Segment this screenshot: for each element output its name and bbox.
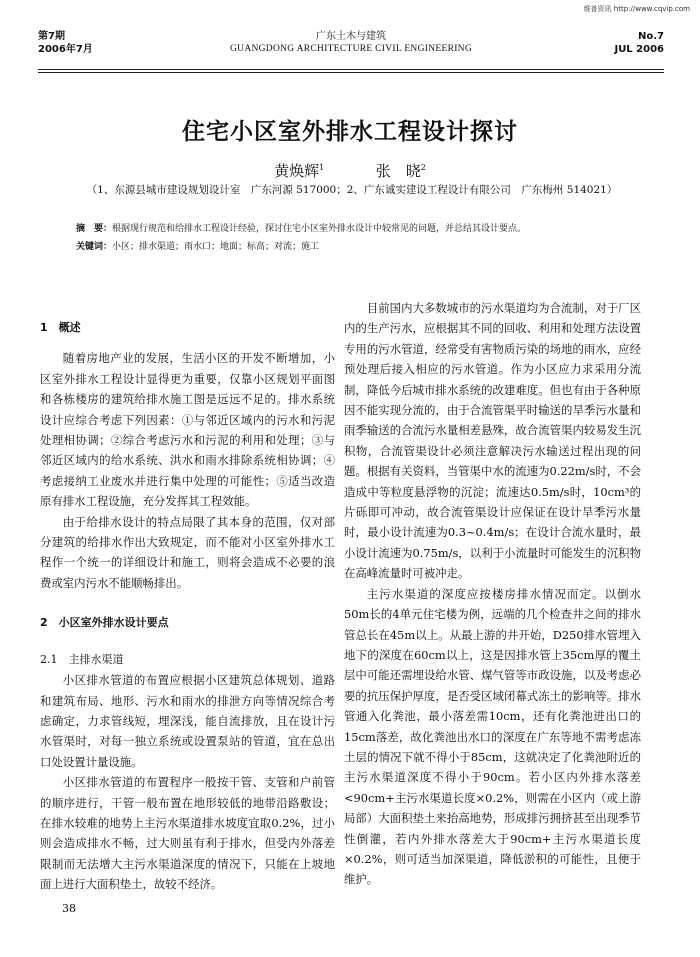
subsection-heading-2-1: 2.1 主排水渠道: [40, 652, 124, 666]
header-rule-thin: [38, 72, 664, 73]
author-line: [0, 160, 700, 181]
author-1: 黄焕辉: [274, 162, 320, 180]
date-label: 2006年7月: [38, 44, 93, 55]
header-rule-thick: [38, 69, 664, 70]
keywords: [76, 240, 638, 254]
paragraph: 随着房地产业的发展，生活小区的开发不断增加，小区室外排水工程设计显得更为重要，仅靠小区规划平面图和各栋楼房的建筑给排水施工图是远远不足的。排水系统设计应综合考虑下列因素：①与邻近区域内的污水和污泥处理相协调；②综合考虑污水和污泥的利用和处理；③与邻近区域内的给水系统、洪水和雨水排除系统相协调；④考虑接纳工业废水并进行集中处理的可能性；⑤适当改造原有排水工程设施，充分发挥其工程效能。: [40, 351, 335, 509]
section-heading-1: 1 概述: [40, 321, 81, 334]
header-right: [614, 30, 664, 56]
paper-title: 住宅小区室外排水工程设计探讨: [182, 119, 518, 145]
right-column: [344, 298, 641, 890]
journal-name-en: GUANGDONG ARCHITECTURE CIVIL ENGINEERING: [230, 44, 472, 54]
paragraph: 主污水渠道的深度应按楼房排水情况而定。以倒水50m长的4单元住宅楼为例，远端的几个检查井之间的排水管总长在45m以上。从最上游的井开始，D250排水管埋入地下的深度在60cm以上，这是因排水管上35cm厚的覆土层中可能还需埋设给水管、煤气管等市政设施，以及考虑必要的抗压保护厚度，是否受区域闭幕式冻土的影响等。排水管通入化粪池，最小落差需10cm，还有化粪池进出口的15cm落差，故化粪池出水口的深度在广东等地不需考虑冻土层的情况下就不得小于85cm，这就决定了化粪池附近的主污水渠道深度不得小于90cm。若小区内外排水落差<90cm+主污水渠道长度×0.2%，则需在小区内（或上游局部）大面积垫土来抬高地势，形成排污拥挤甚至出现季节性倒灌，若内外排水落差大于90cm+主污水渠道长度×0.2%，则可适当加深渠道，降低淤积的可能性，且便于维护。: [344, 586, 641, 887]
keywords-label: 关键词：: [76, 242, 113, 252]
issue-number: No.7: [638, 31, 664, 42]
abstract: [76, 222, 638, 236]
author-2: 张 晓: [375, 162, 421, 180]
left-column: [40, 318, 335, 895]
journal-name-cn: 广东土木与建筑: [316, 31, 386, 42]
issue-month: JUL 2006: [614, 44, 664, 55]
paragraph: 小区排水管道的布置程序一般按干管、支管和户前管的顺序进行，干管一般布置在地形较低的地带沿路敷设；在排水较难的地势上主污水渠道排水坡度宜取0.2%，过小则会造成排水不畅，过大则虽有利于排水，但受内外落差限制而无法增大主污水渠道深度的情况下，只能在上坡地面上进行大面积垫土，故较不经济。: [40, 775, 335, 892]
paragraph: 由于给排水设计的特点局限了其本身的范围，仅对部分建筑的给排水作出大致规定，而不能对小区室外排水工程作一个统一的详细设计和施工，则将会造成不必要的浪费或室内污水不能顺畅排出。: [40, 514, 335, 590]
watermark: 维普资讯 http://www.cqvip.com: [583, 5, 690, 13]
affiliation: （1、东源县城市建设规划设计室 广东河源 517000；2、广东诚实建设工程设计有限公司 广东梅州 514021）: [86, 184, 618, 196]
header-center: [38, 30, 664, 56]
keywords-text: 小区；排水渠道；雨水口；地面；标高；对流；施工: [112, 242, 320, 252]
section-heading-2: 2 小区室外排水设计要点: [40, 616, 169, 630]
abstract-label: 摘 要：: [76, 224, 113, 234]
abstract-text: 根据现行规范和给排水工程设计经验，探讨住宅小区室外排水设计中较常见的问题，并总结其设计要点。: [112, 224, 527, 234]
author-1-sup: 1: [319, 163, 325, 172]
paragraph: 目前国内大多数城市的污水渠道均为合流制，对于厂区内的生产污水，应根据其不同的回收、利用和处理方法设置专用的污水管道，经常受有害物质污染的场地的雨水，应经预处理后接入相应的污水管道。作为小区应力求采用分流制，降低今后城市排水系统的改建难度。但也有由于各种原因不能实现分流的，由于合流管渠平时输送的旱季污水量和雨季输送的合流污水量相差悬殊，故合流管渠内较易发生沉积物，合流管渠设计必须注意解决污水输送过程出现的问题。根据有关资料，当管渠中水的流速为0.22m/s时，不会造成中等粒度悬浮物的沉淀；流速达0.5m/s时，10cm³的片砾即可冲动，故合流管渠设计应保证在设计旱季污水量时，最小设计流速为0.3~0.4m/s；在设计合流水量时，最小设计流速为0.75m/s，以利于小流量时可能发生的沉积物在高峰流量时可被冲走。: [344, 301, 641, 581]
issue-label: 第7期: [38, 31, 65, 42]
author-2-sup: 2: [420, 163, 426, 172]
page-number: 38: [62, 902, 76, 915]
running-header: [38, 30, 664, 68]
paragraph: 小区排水管道的布置应根据小区建筑总体规划、道路和建筑布局、地形、污水和雨水的排泄方向等情况综合考虑确定，力求管线短，埋深浅，能自流排放，且在设计污水管渠时，对每一独立系统或设置泵站的管道，宜在总出口处设置计量设施。: [40, 673, 335, 769]
